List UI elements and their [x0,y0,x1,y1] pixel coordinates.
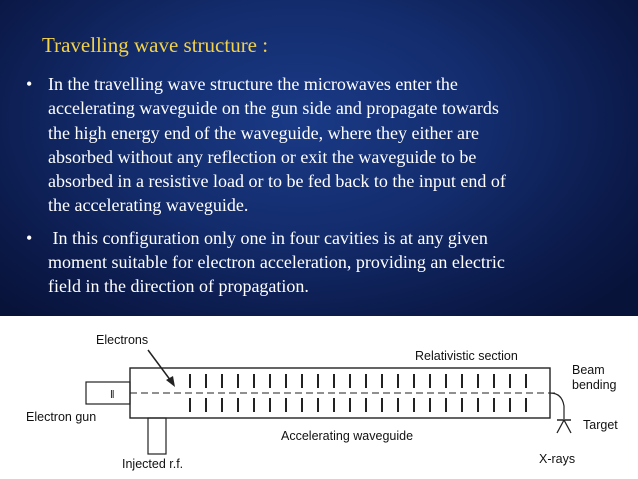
label-accelerating-waveguide: Accelerating waveguide [281,429,414,443]
bullet-line: field in the direction of propagation. [48,276,309,297]
bullet-line: absorbed without any reflection or exit the waveguide to be [48,146,477,167]
linac-diagram-svg [0,316,638,479]
label-xrays: X-rays [539,452,576,466]
bullet-line: the high energy end of the waveguide, where they either are [48,122,479,143]
bullet-line: absorbed in a resistive load or to be fed back to the input end of [48,171,506,192]
label-electrons: Electrons [96,333,149,347]
label-bending: bending [572,378,617,392]
bullet-line: moment suitable for electron acceleration, providing an electric [48,252,505,273]
xray-ray-left [557,420,564,433]
electron-gun-symbol: ǁ [110,389,115,401]
electron-gun-box [86,382,130,404]
bullet-line: the accelerating waveguide. [48,195,249,216]
bullet-item-1 [26,72,616,218]
electrons-arrow [148,350,171,381]
label-electron-gun: Electron gun [26,410,97,424]
xray-ray-right [564,420,571,433]
bullet-line: accelerating waveguide on the gun side and propagate towards [48,98,499,119]
linac-diagram [0,316,638,479]
bullet-line: In the travelling wave structure the microwaves enter the [48,74,458,94]
bullet-line: In this configuration only one in four cavities is at any given [48,227,488,248]
label-injected-rf: Injected r.f. [122,457,184,471]
bullet-marker: • [26,227,33,248]
label-target: Target [583,418,618,432]
bullet-marker: • [26,74,33,94]
bullet-item-2 [26,226,616,299]
label-beam: Beam [572,363,605,377]
rf-feed [148,418,166,454]
slide-title: Travelling wave structure : [42,33,269,57]
bullet-list [26,72,616,307]
electrons-arrowhead [166,376,175,387]
label-relativistic-section: Relativistic section [415,349,518,363]
beam-bending-path [550,393,564,419]
